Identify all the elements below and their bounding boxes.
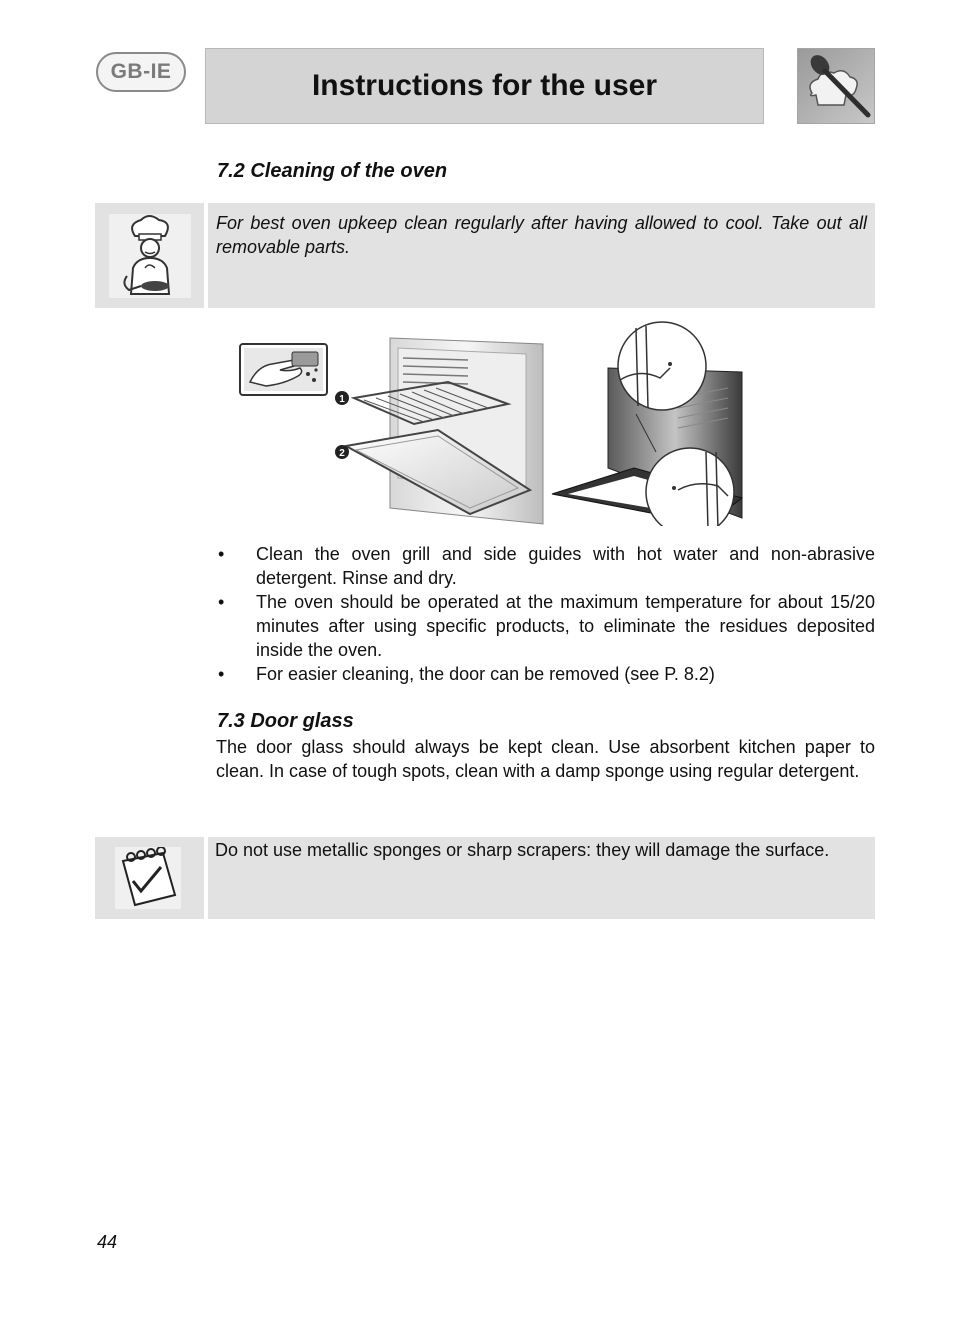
page-title: Instructions for the user (311, 69, 658, 102)
oven-door-illustration (552, 322, 742, 526)
section-heading-7-3: 7.3 Door glass (217, 710, 354, 732)
note-text: For best oven upkeep clean regularly after having allowed to cool. Take out all removable parts. (216, 213, 867, 257)
country-badge (96, 52, 186, 92)
page-number: 44 (97, 1232, 118, 1252)
note-cool-down (208, 203, 875, 308)
section-heading-7-2: 7.2 Cleaning of the oven (217, 160, 448, 182)
title-bar (205, 48, 764, 124)
callout-2: 2 (339, 448, 345, 459)
hand-cleaning-icon (240, 344, 327, 395)
callout-1: 1 (339, 394, 345, 405)
oven-rack-illustration (335, 338, 543, 524)
note-text: Do not use metallic sponges or sharp scrapers: they will damage the surface. (215, 840, 830, 860)
list-item: • For easier cleaning, the door can be removed (see P. 8.2) (218, 664, 715, 684)
note-no-metal-sponges (208, 837, 875, 919)
spoon-chef-hat-icon (797, 48, 875, 124)
notepad-check-icon (115, 847, 181, 909)
chef-icon (109, 214, 191, 298)
oven-cleaning-figure (238, 318, 743, 526)
list-item: • Clean the oven grill and side guides with hot water and non-abrasive detergent. Rinse and dry. (218, 544, 875, 588)
country-code: GB-IE (110, 60, 172, 83)
note-icon-cell (95, 203, 204, 308)
list-item: • The oven should be operated at the maximum temperature for about 15/20 minutes after using specific products, to eliminate the residues deposited inside the oven. (218, 592, 875, 660)
cleaning-bullet-list (216, 542, 875, 686)
door-glass-paragraph: The door glass should always be kept clean. Use absorbent kitchen paper to clean. In case of tough spots, clean with a damp sponge using regular detergent. (216, 737, 875, 781)
note-icon-cell (95, 837, 204, 919)
